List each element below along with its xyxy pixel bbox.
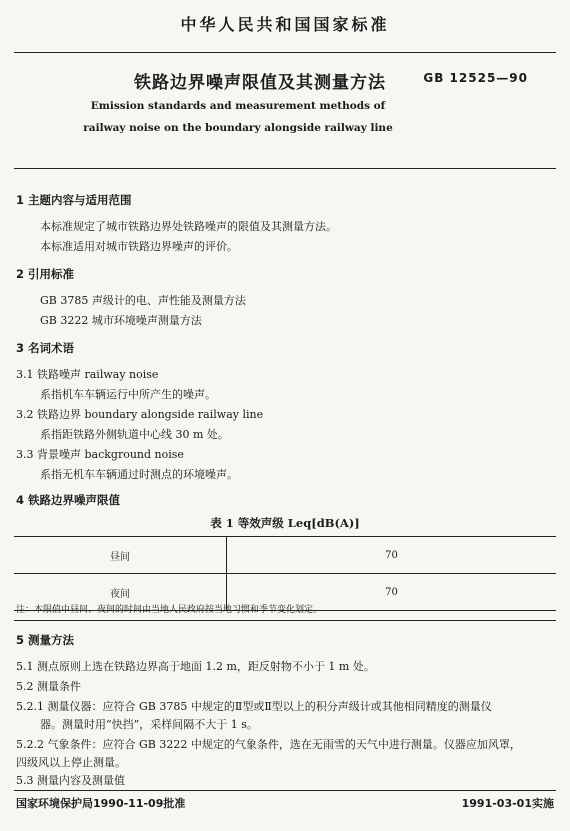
english-title-line2: railway noise on the boundary alongside railway line — [83, 122, 393, 134]
clause-5-2-1: 5.2.1 测量仪器：应符合 GB 3785 中规定的Ⅱ型或Ⅱ型以上的积分声级计或其他相同精度的测量仪 — [16, 700, 492, 713]
reference-gb3785: GB 3785 声级计的电、声性能及测量方法 — [40, 294, 246, 307]
term-3-3: 3.3 背景噪声 background noise — [16, 448, 184, 461]
table-caption: 表 1 等效声级 Leq[dB(A)] — [210, 516, 360, 530]
clause-5-1: 5.1 测点原则上选在铁路边界高于地面 1.2 m，距反射物不小于 1 m 处。 — [16, 660, 375, 673]
period-cell: 昼间 — [14, 537, 227, 574]
noise-limit-table — [14, 536, 556, 611]
term-3-3-definition: 系指无机车车辆通过时测点的环境噪声。 — [40, 468, 238, 481]
section-1-heading: 1 主题内容与适用范围 — [16, 193, 132, 207]
reference-gb3222: GB 3222 城市环境噪声测量方法 — [40, 314, 202, 327]
clause-5-2: 5.2 测量条件 — [16, 680, 81, 693]
section-1-para-2: 本标准适用对城市铁路边界噪声的评价。 — [40, 240, 238, 253]
term-3-1-definition: 系指机车车辆运行中所产生的噪声。 — [40, 388, 216, 401]
section-2-heading: 2 引用标准 — [16, 267, 75, 281]
footer-rule — [14, 790, 556, 791]
note-rule — [14, 620, 556, 621]
period-cell: 夜间 — [14, 574, 227, 611]
table-row — [14, 537, 556, 574]
term-3-1: 3.1 铁路噪声 railway noise — [16, 368, 159, 381]
section-5-heading: 5 测量方法 — [16, 633, 75, 647]
gb-number: GB 12525—90 — [423, 71, 528, 85]
clause-5-2-2-continued: 四级风以上停止测量。 — [16, 756, 126, 769]
header-rule — [14, 52, 556, 53]
section-1-para-1: 本标准规定了城市铁路边界处铁路噪声的限值及其测量方法。 — [40, 220, 337, 233]
clause-5-2-2: 5.2.2 气象条件：应符合 GB 3222 中规定的气象条件，选在无雨雪的天气中进行测量。仪器应加风罩， — [16, 738, 521, 751]
clause-5-2-1-continued: 器。测量时用“快挡”，采样间隔不大于 1 s。 — [40, 718, 258, 731]
header-org-title: 中华人民共和国国家标准 — [180, 15, 390, 34]
term-3-2: 3.2 铁路边界 boundary alongside railway line — [16, 408, 264, 421]
limit-value-cell: 70 — [227, 537, 557, 574]
section-3-heading: 3 名词术语 — [16, 341, 75, 355]
doc-title: 铁路边界噪声限值及其测量方法 — [134, 73, 386, 93]
english-title-line1: Emission standards and measurement methods of — [90, 100, 386, 112]
clause-5-3: 5.3 测量内容及测量值 — [16, 774, 125, 787]
term-3-2-definition: 系指距铁路外侧轨道中心线 30 m 处。 — [40, 428, 229, 441]
limit-value-cell: 70 — [227, 574, 557, 611]
effective-date: 1991-03-01实施 — [461, 797, 554, 810]
section-4-heading: 4 铁路边界噪声限值 — [16, 493, 121, 507]
table-note: 注：本限值中昼间、夜间的时间由当地人民政府按当地习惯和季节变化划定。 — [16, 605, 323, 615]
title-rule — [14, 168, 556, 169]
approval-date: 国家环境保护局1990-11-09批准 — [16, 797, 186, 810]
